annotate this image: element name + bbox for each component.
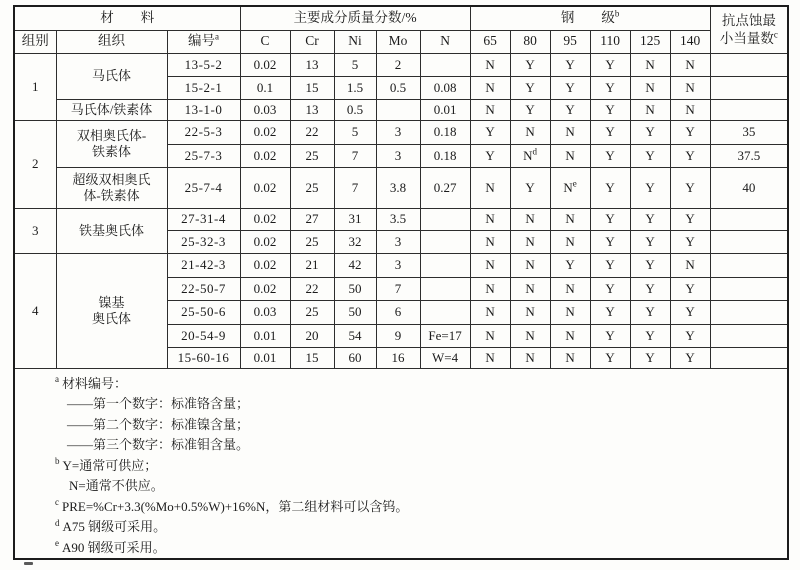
cell-grade-110: Y: [590, 120, 630, 144]
cell-grade-95: Y: [550, 53, 590, 76]
cell-c: 0.02: [240, 253, 290, 277]
cell-ni: 7: [334, 144, 376, 167]
cell-grade-65: N: [470, 300, 510, 324]
cell-n: 0.27: [420, 167, 470, 208]
cell-n: [420, 277, 470, 300]
grade-section-label: 钢 级: [560, 10, 615, 26]
cell-n: [420, 253, 470, 277]
cell-number: 13-5-2: [167, 53, 240, 76]
cell-ni: 7: [334, 167, 376, 208]
cell-ni: 1.5: [334, 76, 376, 99]
cell-grade-65: N: [470, 208, 510, 230]
col-header-grade-80: 80: [510, 30, 550, 53]
footnote-e: $^e$ A90 钢级可采用。: [55, 538, 166, 555]
cell-n: [420, 208, 470, 230]
col-header-mo: Mo: [376, 30, 420, 53]
cell-grade-110: Y: [590, 99, 630, 120]
cell-c: 0.03: [240, 300, 290, 324]
cell-grade-140: Y: [670, 120, 710, 144]
col-header-grade-125: 125: [630, 30, 670, 53]
cell-number: 25-50-6: [167, 300, 240, 324]
cell-number: 25-32-3: [167, 230, 240, 253]
cell-grade-110: Y: [590, 167, 630, 208]
cell-c: 0.02: [240, 277, 290, 300]
cell-ni: 0.5: [334, 99, 376, 120]
cell-grade-95: N: [550, 230, 590, 253]
col-header-n: N: [420, 30, 470, 53]
cell-grade-125: N: [630, 76, 670, 99]
cell-n: [420, 53, 470, 76]
cell-n: [420, 230, 470, 253]
cell-grade-110: Y: [590, 300, 630, 324]
cell-pre: 37.5: [710, 144, 788, 167]
cell-cr: 22: [290, 277, 334, 300]
cell-grade-65: N: [470, 76, 510, 99]
structure-cell: 铁基奥氏体: [56, 208, 167, 253]
footnote-c: $^c$ PRE=%Cr+3.3(%Mo+0.5%W)+16%N，第二组材料可以含钨。: [55, 497, 409, 514]
cell-cr: 15: [290, 76, 334, 99]
cell-number: 27-31-4: [167, 208, 240, 230]
cell-pre: [710, 300, 788, 324]
cell-grade-125: Y: [630, 144, 670, 167]
header-row-2: [14, 30, 788, 53]
group-number-cell: 1: [14, 53, 56, 120]
cell-c: 0.02: [240, 208, 290, 230]
pre-footnote-ref: c: [773, 29, 778, 40]
cell-grade-125: Y: [630, 324, 670, 347]
footnote-b: $^b$ Y=通常可供应；: [55, 456, 158, 473]
cell-mo: 3: [376, 120, 420, 144]
cell-number: 22-50-7: [167, 277, 240, 300]
cell-number: 25-7-4: [167, 167, 240, 208]
cell-pre: [710, 277, 788, 300]
cell-grade-95: N: [550, 208, 590, 230]
col-header-group: 组别: [14, 30, 56, 53]
cell-cr: 15: [290, 347, 334, 368]
cell-grade-140: Y: [670, 277, 710, 300]
cell-grade-80: Y: [510, 99, 550, 120]
table-row: [14, 208, 788, 230]
cell-c: 0.02: [240, 120, 290, 144]
cell-grade-110: Y: [590, 230, 630, 253]
materials-table: [13, 5, 789, 560]
cell-grade-80: Y: [510, 53, 550, 76]
cell-ni: 5: [334, 53, 376, 76]
cell-c: 0.1: [240, 76, 290, 99]
cell-cr: 27: [290, 208, 334, 230]
cell-grade-140: N: [670, 53, 710, 76]
cell-ni: 5: [334, 120, 376, 144]
cell-c: 0.02: [240, 53, 290, 76]
group-number-cell: 3: [14, 208, 56, 253]
cell-ni: 32: [334, 230, 376, 253]
number-footnote-ref: a: [215, 31, 220, 42]
scan-artifact-mark: [24, 562, 33, 565]
cell-pre: 40: [710, 167, 788, 208]
cell-grade-95: Y: [550, 99, 590, 120]
cell-grade-80: N: [510, 120, 550, 144]
col-header-grade-110: 110: [590, 30, 630, 53]
cell-grade-110: Y: [590, 277, 630, 300]
table-row: [14, 167, 788, 208]
cell-grade-80: N: [510, 230, 550, 253]
pre-header-line2: 小当量数: [719, 30, 774, 46]
col-header-ni: Ni: [334, 30, 376, 53]
cell-n: 0.18: [420, 120, 470, 144]
cell-grade-110: Y: [590, 76, 630, 99]
cell-cr: 21: [290, 253, 334, 277]
cell-grade-95: N: [550, 324, 590, 347]
cell-cr: 13: [290, 53, 334, 76]
cell-grade-80: $N^d$: [510, 144, 550, 167]
composition-section-header: [240, 6, 470, 30]
cell-cr: 20: [290, 324, 334, 347]
cell-grade-95: N: [550, 300, 590, 324]
cell-grade-95: N: [550, 120, 590, 144]
cell-grade-140: Y: [670, 208, 710, 230]
cell-ni: 31: [334, 208, 376, 230]
col-header-c: C: [240, 30, 290, 53]
structure-cell: 双相奥氏体- 铁素体: [56, 120, 167, 167]
col-header-grade-95: 95: [550, 30, 590, 53]
cell-grade-65: N: [470, 230, 510, 253]
cell-mo: 0.5: [376, 76, 420, 99]
cell-grade-65: Y: [470, 144, 510, 167]
footnotes-row: [14, 368, 788, 559]
cell-cr: 25: [290, 167, 334, 208]
cell-grade-125: Y: [630, 253, 670, 277]
cell-grade-65: N: [470, 99, 510, 120]
header-row-1: [14, 6, 788, 30]
pre-header-line1: 抗点蚀最: [721, 12, 776, 28]
cell-number: 21-42-3: [167, 253, 240, 277]
cell-grade-65: N: [470, 167, 510, 208]
structure-cell: 马氏体/铁素体: [56, 99, 167, 120]
cell-number: 13-1-0: [167, 99, 240, 120]
cell-ni: 60: [334, 347, 376, 368]
cell-number: 22-5-3: [167, 120, 240, 144]
cell-c: 0.02: [240, 144, 290, 167]
cell-grade-125: Y: [630, 120, 670, 144]
cell-grade-95: N: [550, 347, 590, 368]
cell-c: 0.02: [240, 230, 290, 253]
cell-grade-95: Y: [550, 76, 590, 99]
cell-grade-95: Y: [550, 253, 590, 277]
cell-grade-140: Y: [670, 167, 710, 208]
cell-ni: 50: [334, 300, 376, 324]
cell-grade-80: N: [510, 277, 550, 300]
cell-grade-65: N: [470, 253, 510, 277]
composition-section-label: 主要成分质量分数/%: [293, 10, 417, 26]
grade-cell-footnote-ref: d: [532, 146, 538, 157]
cell-number: 20-54-9: [167, 324, 240, 347]
cell-number: 15-2-1: [167, 76, 240, 99]
pre-column-header: [710, 6, 788, 53]
cell-grade-80: N: [510, 300, 550, 324]
cell-n: 0.01: [420, 99, 470, 120]
cell-grade-65: N: [470, 53, 510, 76]
cell-grade-80: N: [510, 347, 550, 368]
cell-grade-110: Y: [590, 144, 630, 167]
col-header-cr: Cr: [290, 30, 334, 53]
structure-cell: 镍基 奥氏体: [56, 253, 167, 368]
cell-n: W=4: [420, 347, 470, 368]
cell-grade-140: N: [670, 99, 710, 120]
grade-cell-footnote-ref: e: [572, 178, 577, 189]
cell-grade-140: Y: [670, 144, 710, 167]
cell-grade-125: Y: [630, 277, 670, 300]
structure-cell: 马氏体: [56, 53, 167, 99]
cell-mo: 3.8: [376, 167, 420, 208]
col-header-grade-65: 65: [470, 30, 510, 53]
cell-pre: 35: [710, 120, 788, 144]
cell-ni: 42: [334, 253, 376, 277]
footnote-b-cont: N=通常不供应。: [69, 478, 164, 493]
footnote-a-item-3: ——第三个数字：标准钼含量。: [67, 437, 250, 452]
cell-grade-140: Y: [670, 300, 710, 324]
cell-mo: [376, 99, 420, 120]
table-row: [14, 253, 788, 277]
cell-pre: [710, 99, 788, 120]
cell-mo: 3: [376, 230, 420, 253]
cell-mo: 3: [376, 144, 420, 167]
cell-grade-80: N: [510, 324, 550, 347]
cell-grade-140: Y: [670, 347, 710, 368]
footnotes-block: [14, 368, 788, 559]
cell-cr: 25: [290, 144, 334, 167]
cell-grade-80: N: [510, 253, 550, 277]
footnote-a: $^a$ 材料编号：: [55, 374, 128, 391]
structure-cell: 超级双相奥氏 体-铁素体: [56, 167, 167, 208]
cell-c: 0.02: [240, 167, 290, 208]
cell-c: 0.01: [240, 324, 290, 347]
footnote-d: $^d$ A75 钢级可采用。: [55, 517, 167, 534]
cell-pre: [710, 347, 788, 368]
cell-grade-125: N: [630, 99, 670, 120]
cell-cr: 13: [290, 99, 334, 120]
cell-pre: [710, 324, 788, 347]
cell-grade-125: Y: [630, 347, 670, 368]
cell-n: Fe=17: [420, 324, 470, 347]
group-number-cell: 2: [14, 120, 56, 208]
cell-grade-140: Y: [670, 230, 710, 253]
cell-mo: 7: [376, 277, 420, 300]
cell-grade-80: Y: [510, 76, 550, 99]
material-section-header: [14, 6, 240, 30]
cell-grade-140: N: [670, 253, 710, 277]
cell-grade-125: Y: [630, 208, 670, 230]
cell-mo: 3.5: [376, 208, 420, 230]
cell-grade-95: N: [550, 277, 590, 300]
cell-grade-110: Y: [590, 324, 630, 347]
cell-pre: [710, 76, 788, 99]
cell-pre: [710, 230, 788, 253]
cell-mo: 2: [376, 53, 420, 76]
table-row: [14, 53, 788, 76]
cell-pre: [710, 53, 788, 76]
material-section-label: 材 料: [100, 10, 155, 26]
cell-mo: 16: [376, 347, 420, 368]
cell-n: 0.08: [420, 76, 470, 99]
cell-grade-125: Y: [630, 167, 670, 208]
cell-grade-110: Y: [590, 208, 630, 230]
group-number-cell: 4: [14, 253, 56, 368]
cell-grade-125: Y: [630, 230, 670, 253]
cell-ni: 54: [334, 324, 376, 347]
table-row: [14, 99, 788, 120]
col-header-grade-140: 140: [670, 30, 710, 53]
cell-grade-80: Y: [510, 167, 550, 208]
cell-mo: 3: [376, 253, 420, 277]
footnote-a-item-2: ——第二个数字：标准镍含量；: [67, 416, 250, 432]
cell-grade-110: Y: [590, 347, 630, 368]
cell-number: 25-7-3: [167, 144, 240, 167]
cell-grade-125: N: [630, 53, 670, 76]
cell-grade-80: N: [510, 208, 550, 230]
cell-c: 0.01: [240, 347, 290, 368]
cell-grade-110: Y: [590, 53, 630, 76]
cell-mo: 6: [376, 300, 420, 324]
grade-footnote-ref: b: [614, 8, 620, 19]
cell-grade-65: Y: [470, 120, 510, 144]
cell-grade-125: Y: [630, 300, 670, 324]
cell-n: 0.18: [420, 144, 470, 167]
cell-grade-65: N: [470, 347, 510, 368]
cell-grade-95: N: [550, 144, 590, 167]
cell-pre: [710, 208, 788, 230]
cell-cr: 25: [290, 230, 334, 253]
col-header-number: 编号$^a$: [167, 30, 240, 53]
cell-grade-65: N: [470, 277, 510, 300]
footnote-a-item-1: ——第一个数字：标准铬含量；: [67, 396, 250, 411]
cell-grade-95: $N^e$: [550, 167, 590, 208]
cell-grade-140: Y: [670, 324, 710, 347]
cell-cr: 22: [290, 120, 334, 144]
cell-c: 0.03: [240, 99, 290, 120]
cell-grade-110: Y: [590, 253, 630, 277]
cell-grade-65: N: [470, 324, 510, 347]
grade-section-header: [470, 6, 710, 30]
table-row: [14, 120, 788, 144]
cell-grade-140: N: [670, 76, 710, 99]
cell-pre: [710, 253, 788, 277]
cell-number: 15-60-16: [167, 347, 240, 368]
cell-ni: 50: [334, 277, 376, 300]
cell-cr: 25: [290, 300, 334, 324]
cell-n: [420, 300, 470, 324]
col-header-structure: 组织: [56, 30, 167, 53]
cell-mo: 9: [376, 324, 420, 347]
